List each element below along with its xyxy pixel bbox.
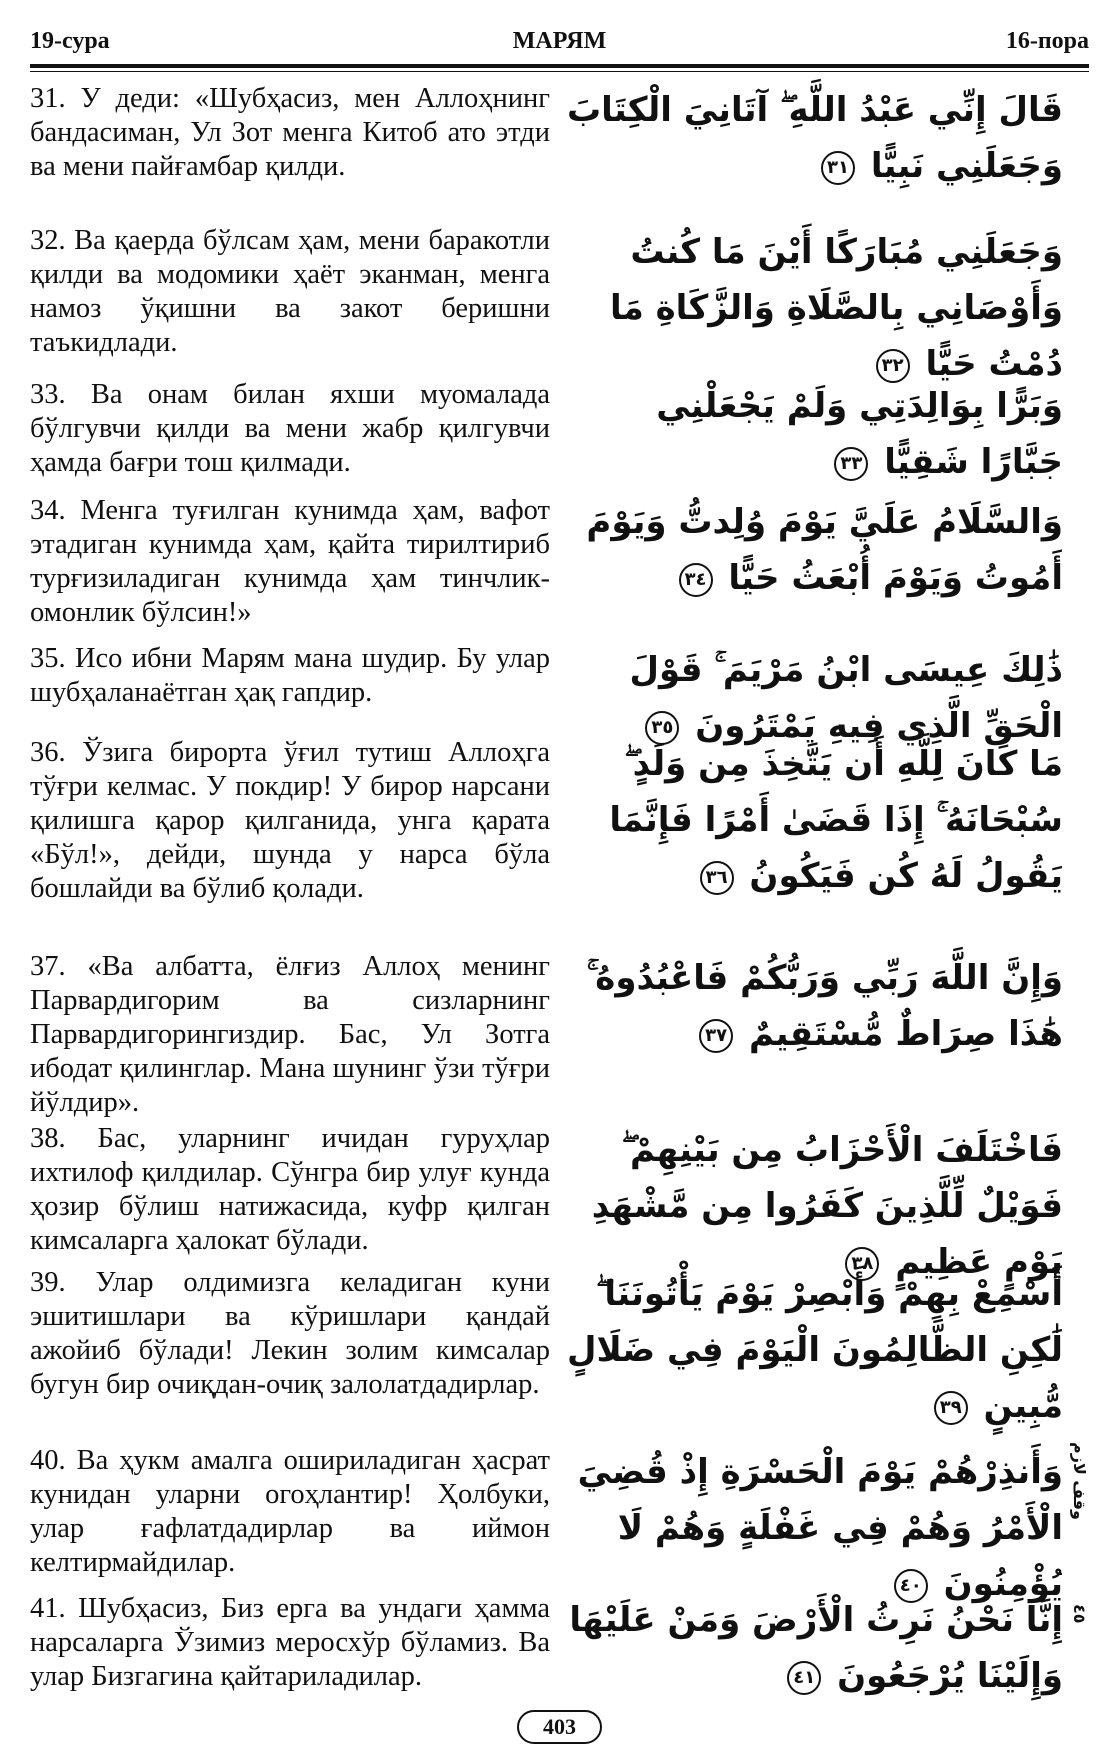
verse-translation: 35. Исо ибни Марям мана шудир. Бу улар шубҳаланаётган ҳақ гапдир. (30, 643, 550, 708)
verse-arabic-text: وَبَرًّا بِوَالِدَتِي وَلَمْ يَجْعَلْنِي جَبَّارًا شَقِيًّا (656, 386, 1063, 482)
verse-number-marker: ٤١ (787, 1661, 821, 1695)
verse-translation: 32. Ва қаерда бўлсам ҳам, мени баракотли қилди ва модомики ҳаёт эканман, менга намоз ўқишни ва закот беришни таъкидлади. (30, 225, 550, 358)
verse-translation: 37. «Ва албатта, ёлғиз Аллоҳ менинг Парвардигорим ва сизларнинг Парвардигорингиздир. Бас, Ул Зотга ибодат қилинглар. Мана шунинг ўзи тўғри йўлдир». (30, 951, 550, 1118)
verse-number-marker: ٣٢ (876, 349, 910, 383)
verse-number-marker: ٣٦ (700, 861, 734, 895)
page-number: 403 (517, 1710, 602, 1744)
verse-translation: 41. Шубҳасиз, Биз ерга ва ундаги ҳамма нарсаларга Ўзимиз меросхўр бўламиз. Ва улар Бизгагина қайтариладилар. (30, 1593, 550, 1692)
margin-waqf-mark: وقف لازم (1070, 1442, 1089, 1520)
header-rule-thin (30, 71, 1089, 72)
verse-arabic (563, 736, 1063, 904)
verse-arabic (563, 1592, 1063, 1704)
verse-number-marker: ٣٩ (934, 1391, 968, 1425)
header-rule-thick (30, 64, 1089, 68)
verse-translation: 36. Ўзига бирорта ўғил тутиш Аллоҳга тўғри келмас. У покдир! У бирор нарсани қилишга қарор қилганида, унга қарата «Бўл!», дейди, шунда у нарса бўла бошлайди ва бўлиб қолади. (30, 737, 550, 904)
margin-ruku-mark: ٤٥ (1070, 1604, 1089, 1624)
verse-arabic-text: قَالَ إِنِّي عَبْدُ اللَّهِ ۖ آتَانِيَ الْكِتَابَ وَجَعَلَنِي نَبِيًّا (566, 90, 1063, 186)
verse-translation: 40. Ва ҳукм амалга ошириладиган ҳасрат кунидан уларни огоҳлантир! Ҳолбуки, улар ғафлатдадирлар ва иймон келтирмайдилар. (30, 1445, 550, 1578)
verse-arabic (563, 950, 1063, 1062)
verse-arabic-text: إِنَّا نَحْنُ نَرِثُ الْأَرْضَ وَمَنْ عَلَيْهَا وَإِلَيْنَا يُرْجَعُونَ (569, 1600, 1063, 1696)
verse-translation: 38. Бас, уларнинг ичидан гуруҳлар ихтилоф қилдилар. Сўнгра бир улуғ кунда ҳозир бўлиш натижасида, куфр қилган кимсаларга ҳалокат бўлади. (30, 1123, 550, 1256)
verse-number-marker: ٣٤ (679, 563, 713, 597)
verse-arabic (563, 494, 1063, 606)
verse-arabic-text: مَا كَانَ لِلَّهِ أَن يَتَّخِذَ مِن وَلَدٍ ۖ سُبْحَانَهُ ۚ إِذَا قَضَىٰ أَمْرًا فَإِنَّمَا يَقُولُ لَهُ كُن فَيَكُونُ (609, 744, 1063, 896)
surah-title: МАРЯМ (512, 28, 607, 54)
verse-number-marker: ٣٨ (845, 1247, 879, 1281)
verse-arabic (563, 1122, 1063, 1290)
verse-arabic-text: ذَٰلِكَ عِيسَى ابْنُ مَرْيَمَ ۚ قَوْلَ الْحَقِّ الَّذِي فِيهِ يَمْتَرُونَ (629, 650, 1063, 746)
verse-translation: 33. Ва онам билан яхши муомалада бўлгувчи қилди ва мени жабр қилгувчи ҳамда бағри тош қилмади. (30, 379, 550, 478)
verse-arabic-text: وَالسَّلَامُ عَلَيَّ يَوْمَ وُلِدتُّ وَيَوْمَ أَمُوتُ وَيَوْمَ أُبْعَثُ حَيًّا (586, 502, 1063, 598)
verse-number-marker: ٣٥ (645, 711, 679, 745)
verse-translation: 34. Менга туғилган кунимда ҳам, вафот этадиган кунимда ҳам, қайта тирилтириб турғизиладиган кунимда ҳам тинчлик-омонлик бўлсин!» (30, 495, 550, 628)
verse-arabic-text: أَسْمِعْ بِهِمْ وَأَبْصِرْ يَوْمَ يَأْتُونَنَا ۖ لَٰكِنِ الظَّالِمُونَ الْيَوْمَ فِي ضَلَالٍ مُّبِينٍ (566, 1274, 1063, 1426)
verse-number-marker: ٣١ (821, 151, 855, 185)
verse-arabic (563, 1444, 1063, 1612)
page (30, 20, 1089, 1739)
verse-arabic-text: وَأَنذِرْهُمْ يَوْمَ الْحَسْرَةِ إِذْ قُضِيَ الْأَمْرُ وَهُمْ فِي غَفْلَةٍ وَهُمْ لَا يُؤْمِنُونَ (577, 1452, 1063, 1604)
verse-number-marker: ٣٣ (834, 447, 868, 481)
verse-arabic-text: فَاخْتَلَفَ الْأَحْزَابُ مِن بَيْنِهِمْ ۖ فَوَيْلٌ لِّلَّذِينَ كَفَرُوا مِن مَّشْهَدِ يَوْمٍ عَظِيمٍ (591, 1130, 1063, 1282)
surah-number: 19-сура (30, 28, 110, 54)
page-header (30, 20, 1089, 62)
verse-translation: 31. У деди: «Шубҳасиз, мен Аллоҳнинг бандасиман, Ул Зот менга Китоб ато этди ва мени пайғамбар қилди. (30, 83, 550, 182)
juz-number: 16-пора (1005, 28, 1089, 54)
verse-arabic (563, 224, 1063, 392)
verse-number-marker: ٤٠ (894, 1569, 928, 1603)
verse-arabic (563, 378, 1063, 490)
verse-arabic (563, 82, 1063, 194)
verse-arabic-text: وَإِنَّ اللَّهَ رَبِّي وَرَبُّكُمْ فَاعْبُدُوهُ ۚ هَٰذَا صِرَاطٌ مُّسْتَقِيمٌ (586, 958, 1063, 1054)
verse-arabic (563, 1266, 1063, 1434)
verse-translation: 39. Улар олдимизга келадиган куни эшитишлари ва кўришлари қандай ажойиб бўлади! Лекин золим кимсалар бугун бир очиқдан-очиқ залолатдадирлар. (30, 1267, 550, 1400)
verse-arabic-text: وَجَعَلَنِي مُبَارَكًا أَيْنَ مَا كُنتُ وَأَوْصَانِي بِالصَّلَاةِ وَالزَّكَاةِ مَا دُمْتُ حَيًّا (609, 232, 1063, 384)
verse-number-marker: ٣٧ (699, 1019, 733, 1053)
